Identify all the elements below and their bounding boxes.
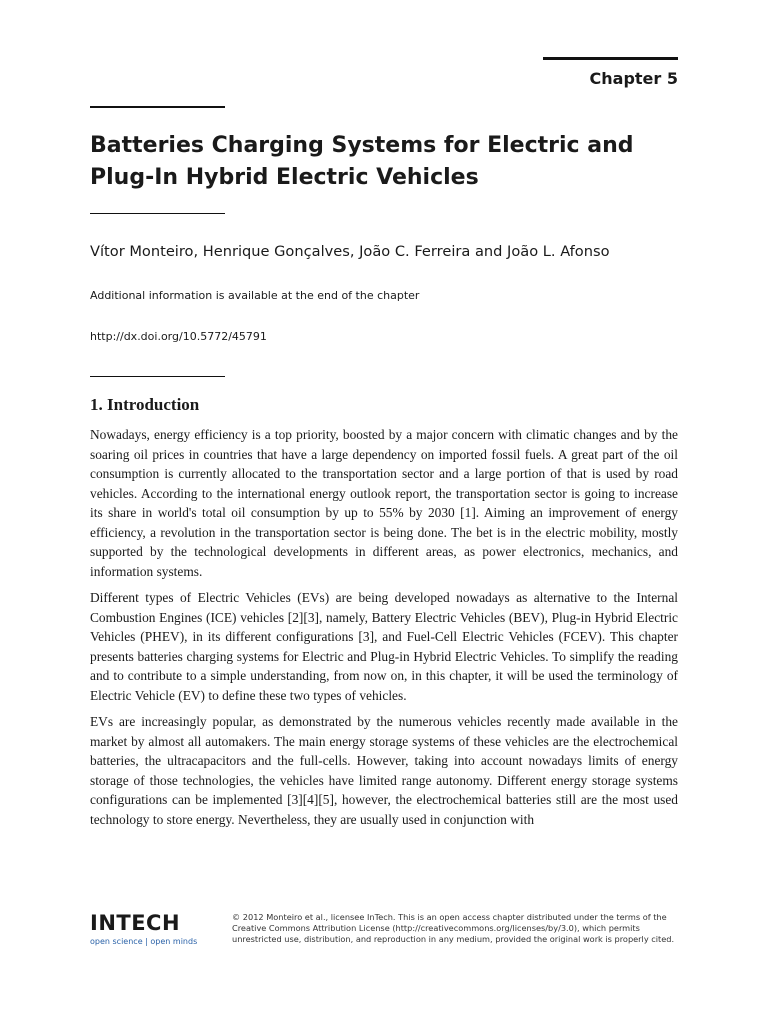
doi-link[interactable]: http://dx.doi.org/10.5772/45791 bbox=[90, 330, 267, 343]
section-heading: 1. Introduction bbox=[90, 395, 200, 414]
title-top-rule bbox=[90, 106, 225, 108]
section-rule bbox=[90, 376, 225, 377]
intech-logo bbox=[90, 911, 197, 946]
copyright-notice: © 2012 Monteiro et al., licensee InTech. This is an open access chapter distributed under the terms of the Creative Commons Attribution License (http://creativecommons.org/licenses/by/3.0), which permits unrestricted use, distribution, and reproduction in any medium, provided the original work is properly cited. bbox=[232, 912, 675, 944]
logo-wordmark: INTECH bbox=[90, 911, 181, 935]
logo-tagline: open science | open minds bbox=[90, 937, 198, 946]
body-text bbox=[90, 425, 678, 836]
author-list: Vítor Monteiro, Henrique Gonçalves, João C. Ferreira and João L. Afonso bbox=[90, 243, 610, 260]
title-bottom-rule bbox=[90, 213, 225, 214]
additional-info-note: Additional information is available at the end of the chapter bbox=[90, 289, 420, 302]
paragraph: EVs are increasingly popular, as demonstrated by the numerous vehicles recently made available in the market by almost all automakers. The main energy storage systems of these vehicles are the electrochemical batteries, the ultracapacitors and the full-cells. However, taking into account nowadays limits of energy storage of those technologies, the vehicles have limited range autonomy. Different energy storage systems configurations can be implemented [3][4][5], however, the electrochemical batteries still are the most used technology to store energy. Nevertheless, they are usually used in conjunction with bbox=[90, 714, 678, 827]
paragraph: Nowadays, energy efficiency is a top priority, boosted by a major concern with climatic changes and by the soaring oil prices in countries that have a large dependency on imported fossil fuels. A great part of the oil consumption is currently allocated to the transportation sector and a large portion of that is used by road vehicles. According to the international energy outlook report, the transportation sector is going to increase its share in world's total oil consumption by up to 55% by 2030 [1]. Aiming an improvement of energy efficiency, a revolution in the transportation sector is being done. The bet is in the electric mobility, mostly supported by the technological developments in different areas, as power electronics, mechanics, and information systems. bbox=[90, 427, 678, 579]
chapter-top-rule bbox=[543, 57, 678, 60]
chapter-title: Batteries Charging Systems for Electric and Plug-In Hybrid Electric Vehicles bbox=[90, 133, 634, 190]
paragraph: Different types of Electric Vehicles (EVs) are being developed nowadays as alternative to the Internal Combustion Engines (ICE) vehicles [2][3], namely, Battery Electric Vehicles (BEV), Plug-in Hybrid Electric Vehicles (PHEV), in its different configurations [3], and Fuel-Cell Electric Vehicles (FCEV). This chapter presents batteries charging systems for Electric and Plug-in Hybrid Electric Vehicles. To simplify the reading and to contribute to a simple understanding, from now on, in this chapter, it will be used the terminology of Electric Vehicle (EV) to define these two types of vehicles. bbox=[90, 590, 678, 703]
chapter-label: Chapter 5 bbox=[589, 69, 678, 88]
